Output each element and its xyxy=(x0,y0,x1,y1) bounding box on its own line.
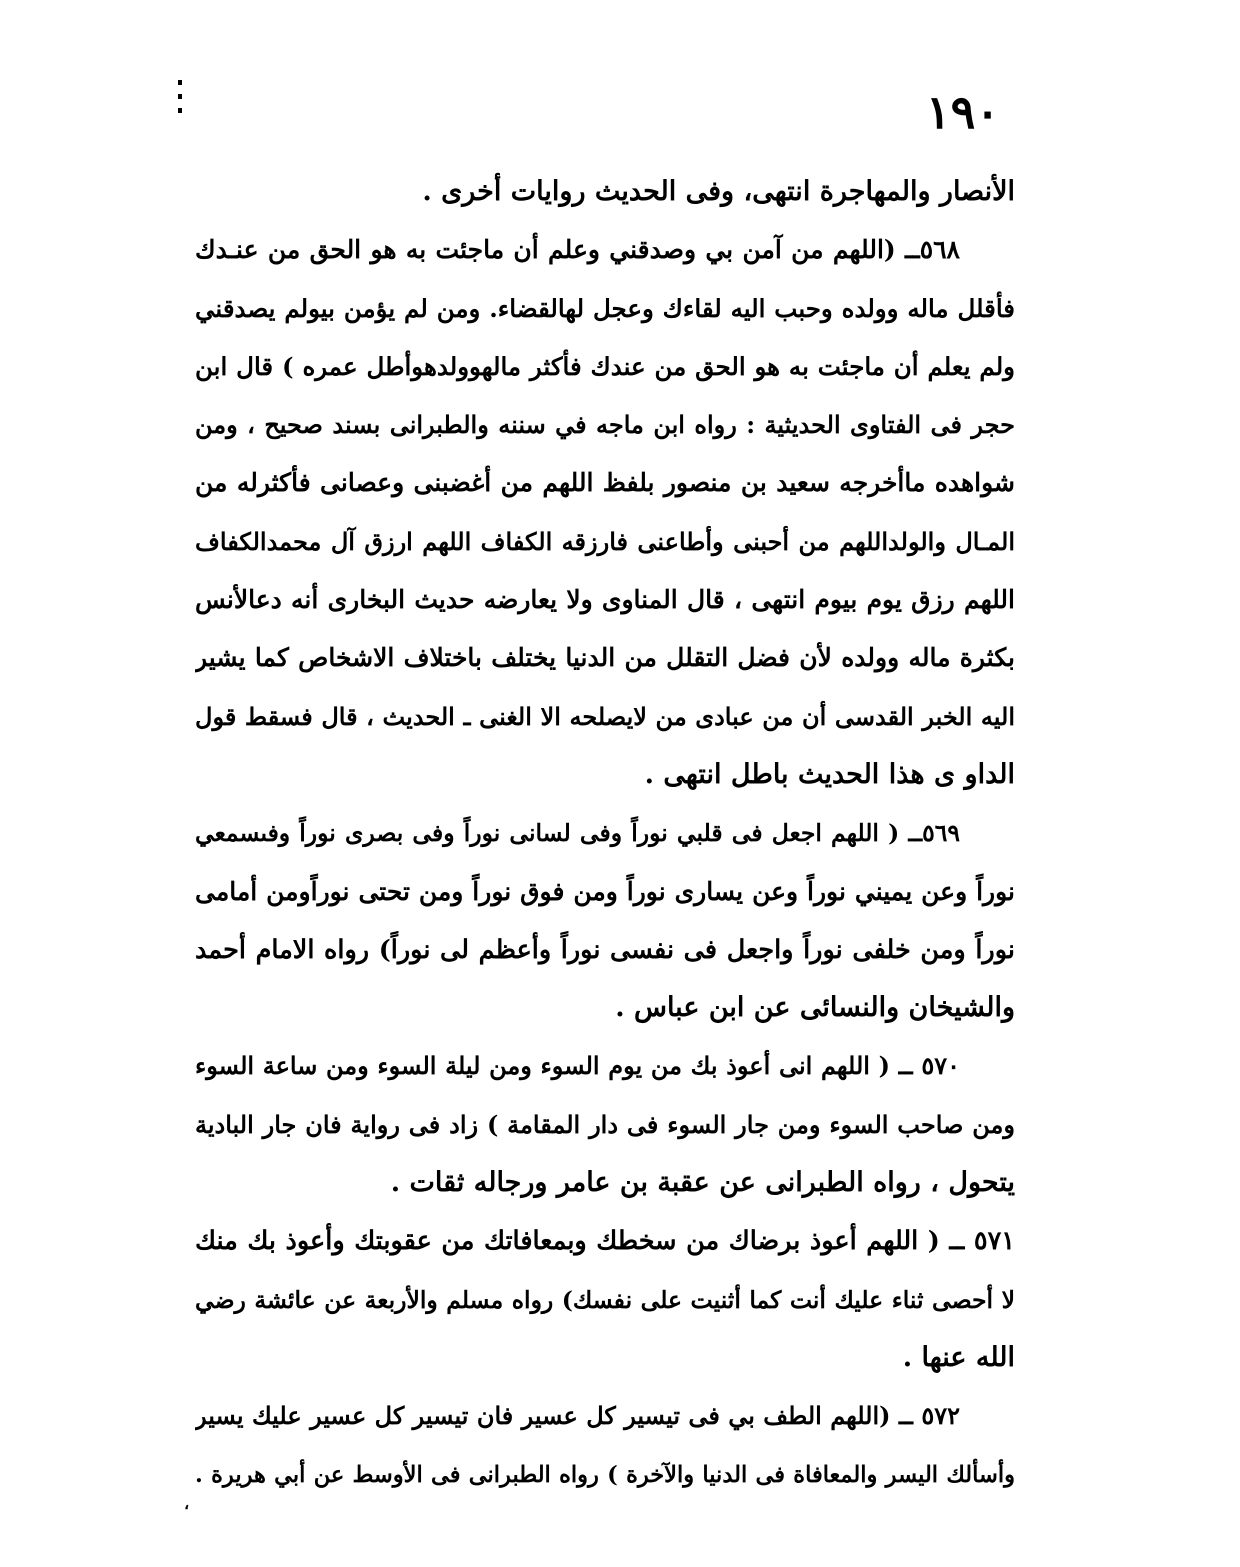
text-line: والشيخان والنسائى عن ابن عباس . xyxy=(615,992,1015,1024)
text-line: نوراً وعن يميني نوراً وعن يسارى نوراً ومن فوق نوراً ومن تحتى نوراًومن أمامى xyxy=(195,876,1015,906)
text-line: اللهم رزق يوم بيوم انتهى ، قال المناوى ولا يعارضه حديث البخارى أنه دعالأنس xyxy=(195,585,1015,615)
margin-dots xyxy=(173,80,187,130)
margin-dot xyxy=(178,108,182,113)
text-line: ولم يعلم أن ماجئت به هو الحق من عندك فأكثر مالهوولدهوأطل عمره ) قال ابن xyxy=(195,351,1015,381)
text-line: نوراً ومن خلفى نوراً واجعل فى نفسى نوراً وأعظم لى نوراً) رواه الامام أحمد xyxy=(195,934,1015,965)
text-line: ومن صاحب السوء ومن جار السوء فى دار المقامة ) زاد فى رواية فان جار البادية xyxy=(195,1109,1015,1139)
text-line: بكثرة ماله وولده لأن فضل التقلل من الدنيا يختلف باختلاف الاشخاص كما يشير xyxy=(195,643,1015,673)
text-line: حجر فى الفتاوى الحديثية : رواه ابن ماجه في سننه والطبرانى بسند صحيح ، ومن xyxy=(195,410,1015,440)
text-line: المـال والولداللهم من أحبنى وأطاعنى فارزقه الكفاف اللهم ارزق آل محمدالكفاف xyxy=(195,526,1015,556)
text-line: يتحول ، رواه الطبرانى عن عقبة بن عامر ورجاله ثقات . xyxy=(390,1167,1015,1199)
page-number: ١٩٠ xyxy=(925,85,1000,139)
text-line: اليه الخبر القدسى أن من عبادى من لايصلحه الا الغنى ـ الحديث ، قال فسقط قول xyxy=(195,701,1015,731)
text-line: ٥٦٩ــ ( اللهم اجعل فى قلبي نوراً وفى لسانى نوراً وفى بصرى نوراً وفىسمعي xyxy=(195,819,960,848)
text-line: ٥٦٨ــ (اللهم من آمن بي وصدقني وعلم أن ماجئت به هو الحق من عنـدك xyxy=(195,235,960,265)
text-line: الله عنها . xyxy=(902,1341,1015,1373)
text-line: الأنصار والمهاجرة انتهى، وفى الحديث روايات أخرى . xyxy=(422,176,1015,207)
margin-dot xyxy=(178,80,182,85)
text-line: لا أحصى ثناء عليك أنت كما أثنيت على نفسك) رواه مسلم والأربعة عن عائشة رضي xyxy=(195,1285,1015,1314)
text-line: وأسألك اليسر والمعافاة فى الدنيا والآخرة ) رواه الطبرانى فى الأوسط عن أبي هريرة . xyxy=(195,1461,1015,1488)
text-line: ٥٧٢ ــ (اللهم الطف بي فى تيسير كل عسير فان تيسير كل عسير عليك يسير xyxy=(195,1401,960,1431)
text-line: شواهده ماأخرجه سعيد بن منصور بلفظ اللهم من أغضبنى وعصانى فأكثرله من xyxy=(195,468,1015,498)
margin-dot xyxy=(178,94,182,99)
text-line: الداو ى هذا الحديث باطل انتهى . xyxy=(644,758,1015,790)
text-line: ٥٧١ ــ ( اللهم أعوذ برضاك من سخطك وبمعافاتك من عقوبتك وأعوذ بك منك xyxy=(195,1226,1015,1257)
text-line: ٥٧٠ ــ ( اللهم انى أعوذ بك من يوم السوء ومن ليلة السوء ومن ساعة السوء xyxy=(195,1051,961,1081)
body-text xyxy=(195,163,1015,1504)
bottom-mark: ، xyxy=(184,1494,190,1513)
text-line: فأقلل ماله وولده وحبب اليه لقاءك وعجل لهالقضاء. ومن لم يؤمن بيولم يصدقني xyxy=(195,293,1015,323)
